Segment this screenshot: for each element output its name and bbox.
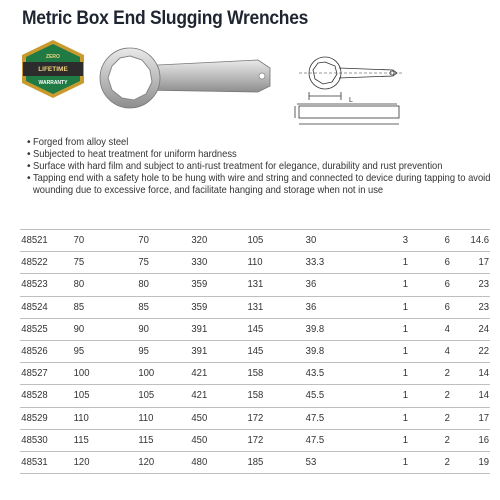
table-cell: 80 — [74, 274, 136, 296]
lifetime-warranty-badge — [18, 38, 88, 100]
table-cell: 6 — [410, 296, 450, 318]
table-cell: 3 — [372, 230, 408, 252]
item-number-cell: 48531 — [21, 451, 70, 473]
table-cell: 47.5 — [306, 407, 370, 429]
table-cell: 2 — [410, 429, 450, 451]
table-cell: 33.3 — [306, 252, 370, 274]
badge-line2: LIFETIME — [38, 66, 68, 73]
table-cell: 391 — [191, 318, 244, 340]
table-cell: 80 — [138, 274, 188, 296]
table-cell: 359 — [191, 296, 244, 318]
table-cell: 45.5 — [306, 385, 370, 407]
table-cell: 75 — [74, 252, 136, 274]
feature-item: • Forged from alloy steel — [27, 137, 497, 149]
table-cell: 36 — [306, 296, 370, 318]
table-cell: 23 — [452, 296, 489, 318]
table-cell: 6 — [410, 230, 450, 252]
item-number-cell: 48524 — [21, 296, 70, 318]
table-row — [20, 318, 490, 340]
table-cell: 17 — [452, 252, 489, 274]
table-cell: 1 — [372, 363, 408, 385]
table-cell: 115 — [138, 429, 188, 451]
table-cell: 2 — [410, 385, 450, 407]
table-cell: 43.5 — [306, 363, 370, 385]
table-cell: 2 — [410, 407, 450, 429]
table-cell: 1 — [372, 385, 408, 407]
table-cell: 105 — [138, 385, 188, 407]
table-cell: 120 — [138, 451, 188, 473]
table-cell: 19 — [452, 451, 489, 473]
table-cell: 39.8 — [306, 318, 370, 340]
table-row — [20, 451, 490, 473]
table-cell: 120 — [74, 451, 136, 473]
item-number-cell: 48523 — [21, 274, 70, 296]
wrench-technical-drawing — [285, 40, 405, 136]
table-cell: 391 — [191, 340, 244, 362]
table-cell: 95 — [74, 340, 136, 362]
table-cell: 158 — [247, 385, 302, 407]
table-row — [20, 274, 490, 296]
table-cell: 1 — [372, 296, 408, 318]
table-cell: 105 — [247, 230, 302, 252]
table-cell: 185 — [247, 451, 302, 473]
table-cell: 110 — [138, 407, 188, 429]
table-cell: 105 — [74, 385, 136, 407]
table-cell: 1 — [372, 429, 408, 451]
item-number-cell: 48528 — [21, 385, 70, 407]
table-cell: 6 — [410, 252, 450, 274]
table-cell: 47.5 — [306, 429, 370, 451]
table-row — [20, 340, 490, 362]
table-cell: 14.6 — [452, 230, 489, 252]
table-cell: 95 — [138, 340, 188, 362]
item-number-cell: 48525 — [21, 318, 70, 340]
table-row — [20, 296, 490, 318]
table-cell: 70 — [138, 230, 188, 252]
table-cell: 172 — [247, 407, 302, 429]
table-cell: 39.8 — [306, 340, 370, 362]
badge-line3: WARRANTY — [38, 80, 68, 86]
table-cell: 53 — [306, 451, 370, 473]
table-cell: 145 — [247, 318, 302, 340]
specification-table — [20, 229, 490, 474]
table-cell: 36 — [306, 274, 370, 296]
table-cell: 22 — [452, 340, 489, 362]
table-cell: 131 — [247, 296, 302, 318]
table-cell: 4 — [410, 340, 450, 362]
table-row — [20, 385, 490, 407]
table-cell: 2 — [410, 363, 450, 385]
item-number-cell: 48530 — [21, 429, 70, 451]
table-cell: 421 — [191, 385, 244, 407]
table-cell: 131 — [247, 274, 302, 296]
table-row — [20, 363, 490, 385]
page-title: Metric Box End Slugging Wrenches — [22, 8, 309, 29]
item-number-cell: 48529 — [21, 407, 70, 429]
table-cell: 90 — [74, 318, 136, 340]
table-cell: 115 — [74, 429, 136, 451]
table-cell: 1 — [372, 274, 408, 296]
table-cell: 85 — [138, 296, 188, 318]
table-cell: 110 — [74, 407, 136, 429]
item-number-cell: 48522 — [21, 252, 70, 274]
table-cell: 320 — [191, 230, 244, 252]
table-row — [20, 230, 490, 252]
table-cell: 330 — [191, 252, 244, 274]
table-cell: 1 — [372, 451, 408, 473]
badge-line1: ZERO — [46, 54, 60, 60]
item-number-cell: 48526 — [21, 340, 70, 362]
dimension-l-label: L — [349, 97, 353, 104]
feature-item: • Surface with hard film and subject to anti-rust treatment for elegance, durability and rust prevention — [27, 161, 497, 173]
table-cell: 24 — [452, 318, 489, 340]
table-cell: 1 — [372, 318, 408, 340]
wrench-photo — [98, 46, 288, 110]
table-row — [20, 252, 490, 274]
table-cell: 14 — [452, 363, 489, 385]
feature-item: • Tapping end with a safety hole to be hung with wire and string and connected to device during tapping to avoid wounding due to excessive force, and facilitate hanging and storage when not in use — [27, 173, 497, 197]
table-cell: 100 — [138, 363, 188, 385]
table-cell: 30 — [306, 230, 370, 252]
feature-list — [27, 137, 497, 197]
table-row — [20, 407, 490, 429]
table-cell: 85 — [74, 296, 136, 318]
table-cell: 145 — [247, 340, 302, 362]
table-cell: 110 — [247, 252, 302, 274]
table-cell: 480 — [191, 451, 244, 473]
table-cell: 450 — [191, 429, 244, 451]
table-cell: 14 — [452, 385, 489, 407]
table-cell: 1 — [372, 407, 408, 429]
table-cell: 158 — [247, 363, 302, 385]
table-cell: 75 — [138, 252, 188, 274]
table-row — [20, 429, 490, 451]
table-cell: 100 — [74, 363, 136, 385]
table-cell: 421 — [191, 363, 244, 385]
table-cell: 6 — [410, 274, 450, 296]
table-cell: 90 — [138, 318, 188, 340]
table-cell: 23 — [452, 274, 489, 296]
table-cell: 172 — [247, 429, 302, 451]
table-cell: 16 — [452, 429, 489, 451]
table-cell: 4 — [410, 318, 450, 340]
table-cell: 1 — [372, 340, 408, 362]
feature-item: • Subjected to heat treatment for uniform hardness — [27, 149, 497, 161]
table-cell: 2 — [410, 451, 450, 473]
table-cell: 359 — [191, 274, 244, 296]
table-cell: 17 — [452, 407, 489, 429]
item-number-cell: 48521 — [21, 230, 70, 252]
table-cell: 450 — [191, 407, 244, 429]
item-number-cell: 48527 — [21, 363, 70, 385]
table-cell: 1 — [372, 252, 408, 274]
table-cell: 70 — [74, 230, 136, 252]
